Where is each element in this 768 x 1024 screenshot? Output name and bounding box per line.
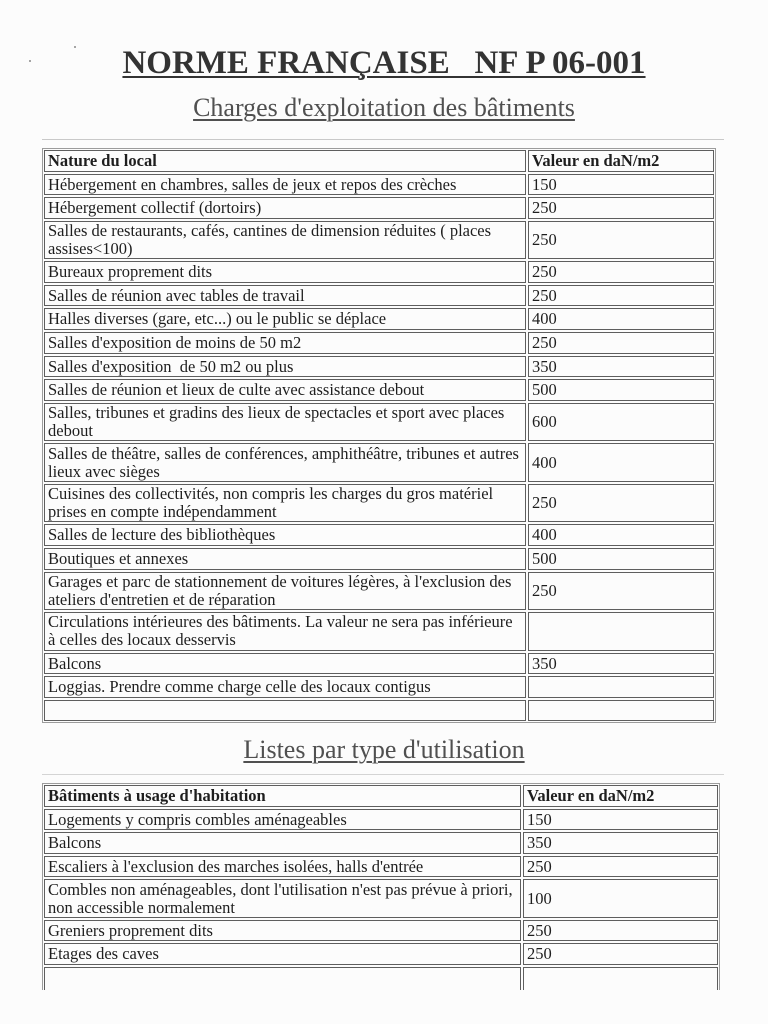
- room-type-cell: Hébergement collectif (dortoirs): [44, 197, 526, 219]
- load-value-cell: 150: [523, 809, 718, 831]
- load-value-cell: 250: [528, 572, 714, 611]
- load-value-cell: [528, 612, 714, 651]
- load-value-cell: 250: [523, 920, 718, 942]
- room-type-cell: Cuisines des collectivités, non compris les charges du gros matériel prises en compte indépendamment: [44, 484, 526, 523]
- empty-cell: [44, 967, 521, 990]
- table-row: [44, 856, 718, 878]
- table-row: [44, 308, 714, 330]
- load-value-cell: 350: [523, 832, 718, 854]
- room-type-cell: Combles non aménageables, dont l'utilisation n'est pas prévue à priori, non accessible normalement: [44, 879, 521, 918]
- load-value-cell: [528, 676, 714, 698]
- table-header-cell: Bâtiments à usage d'habitation: [44, 785, 521, 807]
- table-row: [44, 572, 714, 611]
- load-value-cell: 400: [528, 524, 714, 546]
- load-value-cell: 600: [528, 403, 714, 442]
- room-type-cell: Hébergement en chambres, salles de jeux et repos des crèches: [44, 174, 526, 196]
- table-row: [44, 548, 714, 570]
- table-row: [44, 484, 714, 523]
- room-type-cell: Etages des caves: [44, 943, 521, 965]
- table-row: [44, 524, 714, 546]
- room-type-cell: Greniers proprement dits: [44, 920, 521, 942]
- room-type-cell: Halles diverses (gare, etc...) ou le public se déplace: [44, 308, 526, 330]
- load-value-cell: 250: [528, 484, 714, 523]
- load-value-cell: 250: [528, 285, 714, 307]
- table-row: [44, 920, 718, 942]
- table-row: [44, 261, 714, 283]
- document-title: NORME FRANÇAISE NF P 06-001: [122, 45, 646, 81]
- load-value-cell: 250: [523, 943, 718, 965]
- table-row: [44, 443, 714, 482]
- usage-loads-table: [42, 783, 720, 990]
- room-type-cell: Garages et parc de stationnement de voitures légères, à l'exclusion des ateliers d'entretien et de réparation: [44, 572, 526, 611]
- table-row: [44, 285, 714, 307]
- room-type-cell: Salles de théâtre, salles de conférences, amphithéâtre, tribunes et autres lieux avec sièges: [44, 443, 526, 482]
- load-value-cell: 400: [528, 308, 714, 330]
- load-value-cell: 350: [528, 653, 714, 675]
- load-value-cell: 250: [528, 332, 714, 354]
- load-value-cell: 250: [528, 197, 714, 219]
- room-type-cell: Salles d'exposition de 50 m2 ou plus: [44, 356, 526, 378]
- table-row: [44, 653, 714, 675]
- table-row: [44, 612, 714, 651]
- load-value-cell: 150: [528, 174, 714, 196]
- room-type-cell: Escaliers à l'exclusion des marches isolées, halls d'entrée: [44, 856, 521, 878]
- load-value-cell: 250: [523, 856, 718, 878]
- table-row: [44, 379, 714, 401]
- table-row: [44, 356, 714, 378]
- table-row: [44, 332, 714, 354]
- table-row: [44, 809, 718, 831]
- load-value-cell: 500: [528, 379, 714, 401]
- table-header-row: [44, 150, 714, 172]
- table-row: [44, 197, 714, 219]
- empty-cell: [528, 700, 714, 722]
- table-row: [44, 676, 714, 698]
- empty-table-row: [44, 967, 718, 990]
- room-type-cell: Circulations intérieures des bâtiments. La valeur ne sera pas inférieure à celles des locaux desservis: [44, 612, 526, 651]
- table-header-cell: Valeur en daN/m2: [528, 150, 714, 172]
- section-title: Listes par type d'utilisation: [243, 735, 525, 764]
- empty-cell: [523, 967, 718, 990]
- room-type-cell: Boutiques et annexes: [44, 548, 526, 570]
- usage-table-viewport: [42, 783, 720, 990]
- separator-line: [42, 774, 724, 775]
- room-type-cell: Logements y compris combles aménageables: [44, 809, 521, 831]
- room-type-cell: Balcons: [44, 653, 526, 675]
- table-row: [44, 174, 714, 196]
- room-type-cell: Salles de réunion avec tables de travail: [44, 285, 526, 307]
- room-type-cell: Loggias. Prendre comme charge celle des locaux contigus: [44, 676, 526, 698]
- table-row: [44, 403, 714, 442]
- table-row: [44, 832, 718, 854]
- table-header-cell: Valeur en daN/m2: [523, 785, 718, 807]
- load-value-cell: 250: [528, 221, 714, 260]
- load-value-cell: 250: [528, 261, 714, 283]
- room-type-cell: Bureaux proprement dits: [44, 261, 526, 283]
- document-subtitle: Charges d'exploitation des bâtiments: [193, 93, 575, 122]
- table-row: [44, 879, 718, 918]
- load-value-cell: 100: [523, 879, 718, 918]
- room-type-cell: Salles de réunion et lieux de culte avec assistance debout: [44, 379, 526, 401]
- table-header-row: [44, 785, 718, 807]
- room-type-cell: Salles d'exposition de moins de 50 m2: [44, 332, 526, 354]
- load-value-cell: 500: [528, 548, 714, 570]
- room-type-cell: Salles de restaurants, cafés, cantines de dimension réduites ( places assises<100): [44, 221, 526, 260]
- empty-cell: [44, 700, 526, 722]
- empty-table-row: [44, 700, 714, 722]
- room-type-cell: Salles, tribunes et gradins des lieux de spectacles et sport avec places debout: [44, 403, 526, 442]
- table-row: [44, 943, 718, 965]
- separator-line: [42, 139, 724, 140]
- table-header-cell: Nature du local: [44, 150, 526, 172]
- table-row: [44, 221, 714, 260]
- operating-loads-table: [42, 148, 716, 723]
- load-value-cell: 400: [528, 443, 714, 482]
- load-value-cell: 350: [528, 356, 714, 378]
- room-type-cell: Balcons: [44, 832, 521, 854]
- room-type-cell: Salles de lecture des bibliothèques: [44, 524, 526, 546]
